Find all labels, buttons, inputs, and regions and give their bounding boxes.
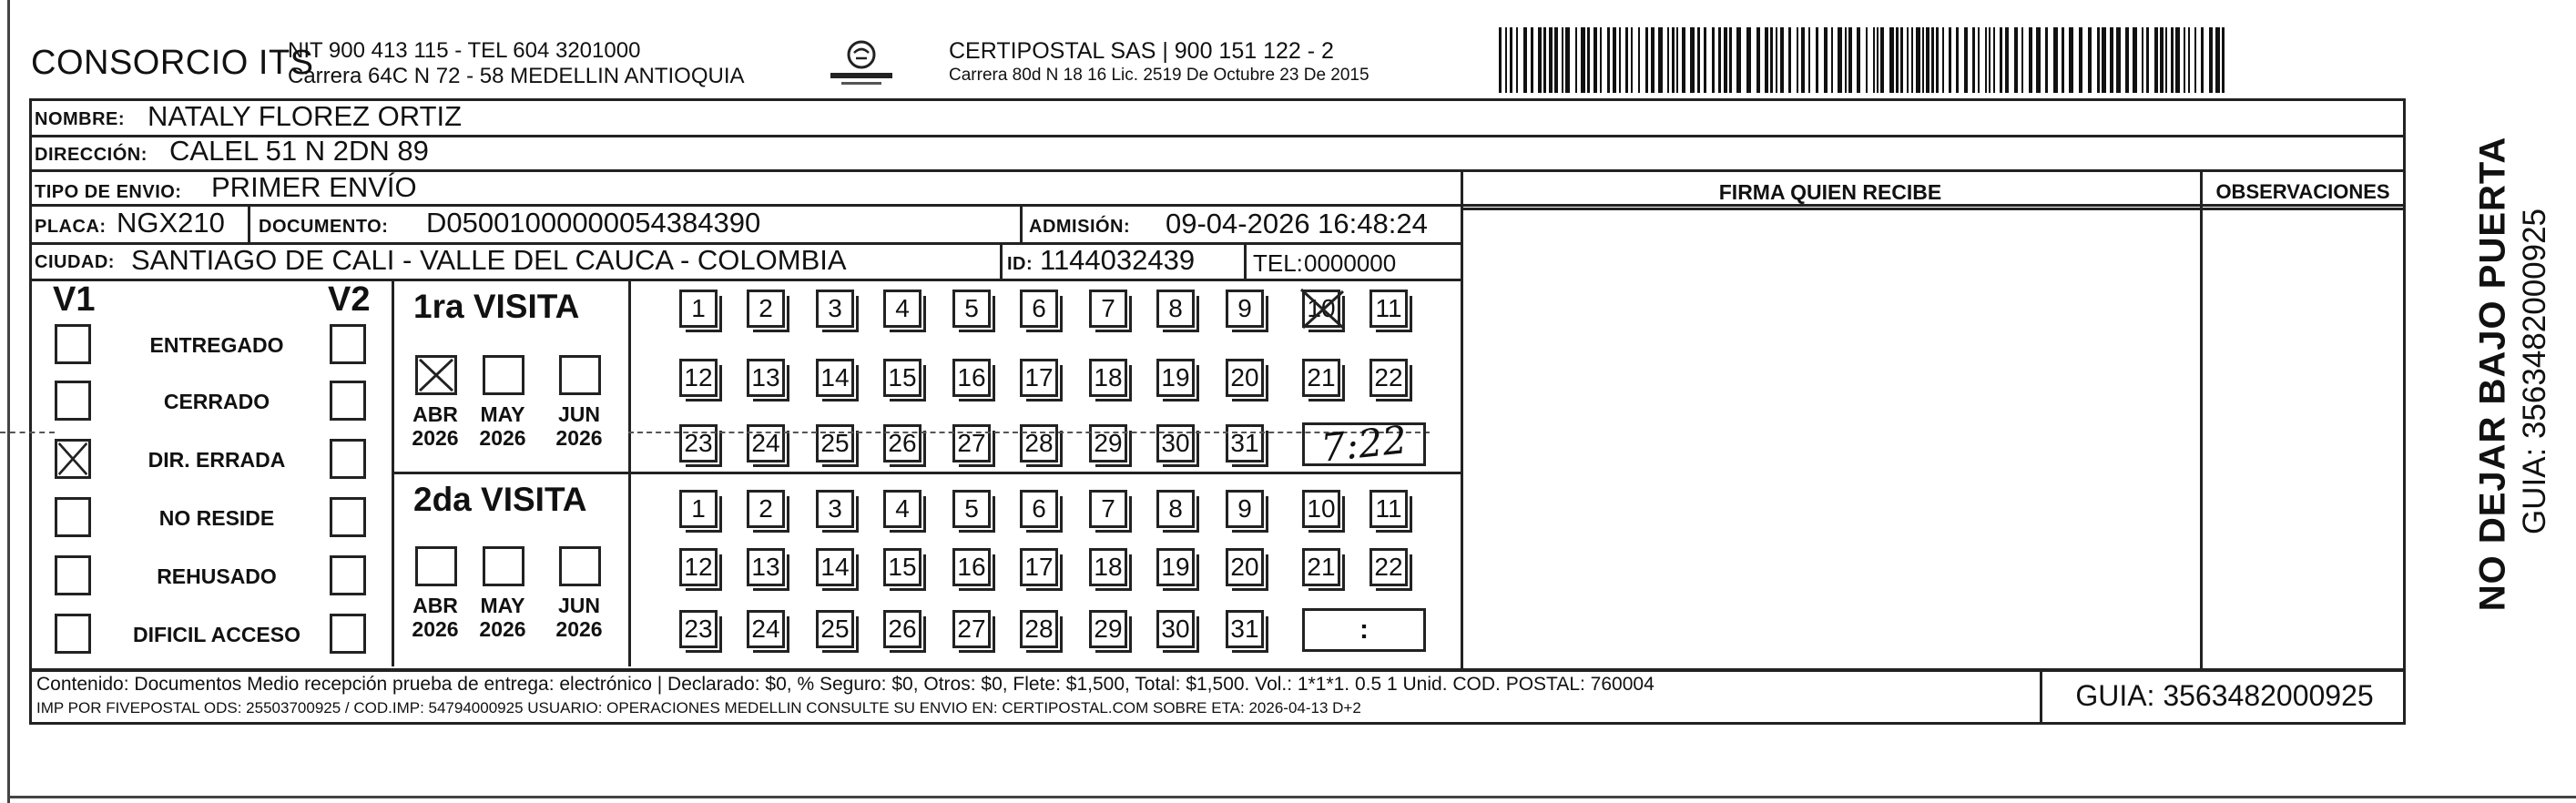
day-checkbox[interactable]: 24	[747, 424, 785, 462]
day-checkbox[interactable]: 7	[1089, 290, 1127, 328]
v1-checkbox[interactable]	[55, 381, 91, 421]
day-checkbox[interactable]: 19	[1156, 548, 1195, 586]
outer-frame-bottom	[7, 796, 2576, 798]
day-checkbox[interactable]: 28	[1020, 610, 1058, 648]
v2-checkbox[interactable]	[330, 439, 366, 479]
observaciones-header: OBSERVACIONES	[2215, 180, 2390, 203]
tel-value: 0000000	[1304, 249, 1397, 277]
placa-value: NGX210	[117, 207, 225, 239]
day-checkbox[interactable]: 16	[952, 548, 991, 586]
day-checkbox[interactable]: 15	[883, 548, 921, 586]
ciudad-value: SANTIAGO DE CALI - VALLE DEL CAUCA - COLOMBIA	[131, 244, 847, 276]
v1-checkbox[interactable]	[55, 497, 91, 537]
visit2-time-placeholder: :	[1359, 615, 1369, 645]
status-label: REHUSADO	[157, 564, 277, 588]
month-label: MAY	[480, 402, 525, 426]
year-label: 2026	[412, 617, 459, 641]
month-checkbox[interactable]	[483, 355, 524, 395]
day-checkbox[interactable]: 23	[679, 610, 718, 648]
v1-checkbox[interactable]	[55, 324, 91, 364]
month-checkbox[interactable]	[415, 546, 457, 586]
day-checkbox[interactable]: 9	[1226, 490, 1264, 528]
direccion-value: CALEL 51 N 2DN 89	[169, 135, 429, 167]
firma-header: FIRMA QUIEN RECIBE	[1718, 180, 1942, 204]
footer-guia: GUIA: 3563482000925	[2075, 679, 2374, 712]
day-checkbox[interactable]: 6	[1020, 490, 1058, 528]
certipostal-logo	[823, 36, 900, 93]
v2-checkbox[interactable]	[330, 324, 366, 364]
status-label: NO RESIDE	[158, 506, 275, 530]
day-checkbox[interactable]: 6	[1020, 290, 1058, 328]
day-checkbox[interactable]: 14	[816, 359, 854, 397]
divider-observaciones	[2200, 169, 2203, 668]
day-checkbox[interactable]: 8	[1156, 290, 1195, 328]
day-checkbox[interactable]: 12	[679, 548, 718, 586]
tipo-label: TIPO DE ENVIO:	[35, 182, 182, 202]
day-checkbox[interactable]: 21	[1302, 548, 1340, 586]
day-checkbox[interactable]: 10	[1302, 490, 1340, 528]
day-checkbox[interactable]: 26	[883, 424, 921, 462]
visit2-time-box	[1302, 608, 1426, 652]
day-checkbox[interactable]: 4	[883, 490, 921, 528]
day-checkbox[interactable]: 29	[1089, 424, 1127, 462]
day-checkbox[interactable]: 5	[952, 490, 991, 528]
day-checkbox[interactable]: 29	[1089, 610, 1127, 648]
visit1-time-handwritten: 7:22	[1319, 417, 1410, 471]
id-value: 1144032439	[1040, 244, 1196, 276]
firma-header-line	[1461, 208, 2404, 210]
placa-label: PLACA:	[35, 217, 107, 237]
day-checkbox[interactable]: 27	[952, 424, 991, 462]
documento-label: DOCUMENTO:	[259, 217, 389, 237]
day-checkbox[interactable]: 27	[952, 610, 991, 648]
status-label: CERRADO	[163, 390, 270, 413]
status-label: ENTREGADO	[149, 333, 284, 357]
status-label: DIR. ERRADA	[148, 448, 286, 472]
day-checkbox[interactable]: 26	[883, 610, 921, 648]
visit2-title: 2da VISITA	[413, 481, 587, 518]
nombre-value: NATALY FLOREZ ORTIZ	[148, 100, 463, 132]
day-checkbox[interactable]: 22	[1369, 359, 1408, 397]
day-checkbox[interactable]: 23	[679, 424, 718, 462]
v1-checkbox[interactable]	[55, 439, 91, 479]
outer-frame-left	[7, 0, 10, 803]
day-checkbox[interactable]: 1	[679, 290, 718, 328]
day-checkbox[interactable]: 28	[1020, 424, 1058, 462]
month-label: JUN	[557, 594, 600, 617]
side-guia: GUIA: 3563482000925	[2517, 208, 2552, 535]
carrier-address: Carrera 80d N 18 16 Lic. 2519 De Octubre 23 De 2015	[949, 66, 1369, 85]
v2-checkbox[interactable]	[330, 381, 366, 421]
visit1-time-box	[1302, 417, 1426, 471]
year-label: 2026	[479, 426, 526, 450]
status-label: DIFICIL ACCESO	[132, 623, 300, 646]
day-checkbox[interactable]: 18	[1089, 548, 1127, 586]
month-label: ABR	[412, 402, 458, 426]
barcode	[1499, 27, 2225, 93]
day-checkbox[interactable]: 15	[883, 359, 921, 397]
v1-label: V1	[53, 280, 96, 319]
day-checkbox[interactable]: 31	[1226, 610, 1264, 648]
day-checkbox[interactable]: 10	[1302, 290, 1340, 328]
v2-checkbox[interactable]	[330, 497, 366, 537]
ciudad-label: CIUDAD:	[35, 252, 115, 272]
footer-contenido: Contenido: Documentos Medio recepción prueba de entrega: electrónico | Declarado: $0, % Seguro: $0, Otros: $0, Flete: $1,500, Total: $1,500. Vol.: 1*1*1. 0.5 1 Unid. COD. POSTAL: 760004	[36, 674, 1655, 695]
company-address: Carrera 64C N 72 - 58 MEDELLIN ANTIOQUIA	[288, 64, 745, 88]
company-nit: NIT 900 413 115 - TEL 604 3201000	[288, 38, 641, 63]
day-checkbox[interactable]: 17	[1020, 359, 1058, 397]
day-checkbox[interactable]: 4	[883, 290, 921, 328]
company-name: CONSORCIO ITS	[31, 44, 314, 82]
day-checkbox[interactable]: 2	[747, 290, 785, 328]
month-checkbox[interactable]	[415, 355, 457, 395]
divider-firma	[1461, 169, 1463, 668]
day-checkbox[interactable]: 20	[1226, 548, 1264, 586]
day-checkbox[interactable]: 18	[1089, 359, 1127, 397]
v1-checkbox[interactable]	[55, 614, 91, 654]
month-label: ABR	[412, 594, 458, 617]
visit1-title: 1ra VISITA	[413, 288, 580, 325]
month-checkbox[interactable]	[483, 546, 524, 586]
day-checkbox[interactable]: 9	[1226, 290, 1264, 328]
carrier-name: CERTIPOSTAL SAS | 900 151 122 - 2	[949, 38, 1334, 64]
nombre-label: NOMBRE:	[35, 109, 126, 129]
direccion-label: DIRECCIÓN:	[35, 145, 148, 165]
year-label: 2026	[555, 617, 603, 641]
day-checkbox[interactable]: 30	[1156, 424, 1195, 462]
day-checkbox[interactable]: 30	[1156, 610, 1195, 648]
day-checkbox[interactable]: 7	[1089, 490, 1127, 528]
tipo-value: PRIMER ENVÍO	[211, 171, 417, 203]
day-checkbox[interactable]: 16	[952, 359, 991, 397]
year-label: 2026	[555, 426, 603, 450]
visit-divider	[393, 472, 1462, 474]
year-label: 2026	[412, 426, 459, 450]
line-5	[29, 279, 1462, 281]
documento-value: D05001000000054384390	[426, 207, 761, 239]
day-checkbox[interactable]: 21	[1302, 359, 1340, 397]
day-checkbox[interactable]: 5	[952, 290, 991, 328]
day-checkbox[interactable]: 25	[816, 424, 854, 462]
fold-line-left	[0, 432, 55, 433]
day-checkbox[interactable]: 17	[1020, 548, 1058, 586]
day-checkbox[interactable]: 14	[816, 548, 854, 586]
footer-imp: IMP POR FIVEPOSTAL ODS: 25503700925 / COD.IMP: 54794000925 USUARIO: OPERACIONES MEDELLIN CONSULTE SU ENVIO EN: CERTIPOSTAL.COM SOBRE ETA: 2026-04-13 D+2	[36, 699, 1361, 717]
day-checkbox[interactable]: 12	[679, 359, 718, 397]
day-checkbox[interactable]: 2	[747, 490, 785, 528]
side-text	[2404, 98, 2568, 663]
month-label: MAY	[480, 594, 525, 617]
v1-checkbox[interactable]	[55, 555, 91, 595]
day-checkbox[interactable]: 24	[747, 610, 785, 648]
day-checkbox[interactable]: 1	[679, 490, 718, 528]
day-checkbox[interactable]: 31	[1226, 424, 1264, 462]
id-label: ID:	[1007, 254, 1033, 274]
admision-value: 09-04-2026 16:48:24	[1166, 208, 1428, 239]
day-checkbox[interactable]: 11	[1369, 490, 1408, 528]
v2-label: V2	[328, 280, 371, 319]
v2-checkbox[interactable]	[330, 555, 366, 595]
day-checkbox[interactable]: 22	[1369, 548, 1408, 586]
month-checkbox[interactable]	[559, 355, 601, 395]
day-checkbox[interactable]: 11	[1369, 290, 1408, 328]
day-checkbox[interactable]: 13	[747, 359, 785, 397]
day-checkbox[interactable]: 3	[816, 290, 854, 328]
divider-guia	[2040, 668, 2042, 725]
day-checkbox[interactable]: 13	[747, 548, 785, 586]
day-checkbox[interactable]: 20	[1226, 359, 1264, 397]
side-no-dejar: NO DEJAR BAJO PUERTA	[2472, 136, 2513, 612]
day-checkbox[interactable]: 25	[816, 610, 854, 648]
v2-checkbox[interactable]	[330, 614, 366, 654]
admision-label: ADMISIÓN:	[1029, 217, 1131, 237]
day-checkbox[interactable]: 8	[1156, 490, 1195, 528]
day-checkbox[interactable]: 3	[816, 490, 854, 528]
month-label: JUN	[557, 402, 600, 426]
month-checkbox[interactable]	[559, 546, 601, 586]
day-checkbox[interactable]: 19	[1156, 359, 1195, 397]
tel-label: TEL:	[1253, 249, 1303, 277]
year-label: 2026	[479, 617, 526, 641]
